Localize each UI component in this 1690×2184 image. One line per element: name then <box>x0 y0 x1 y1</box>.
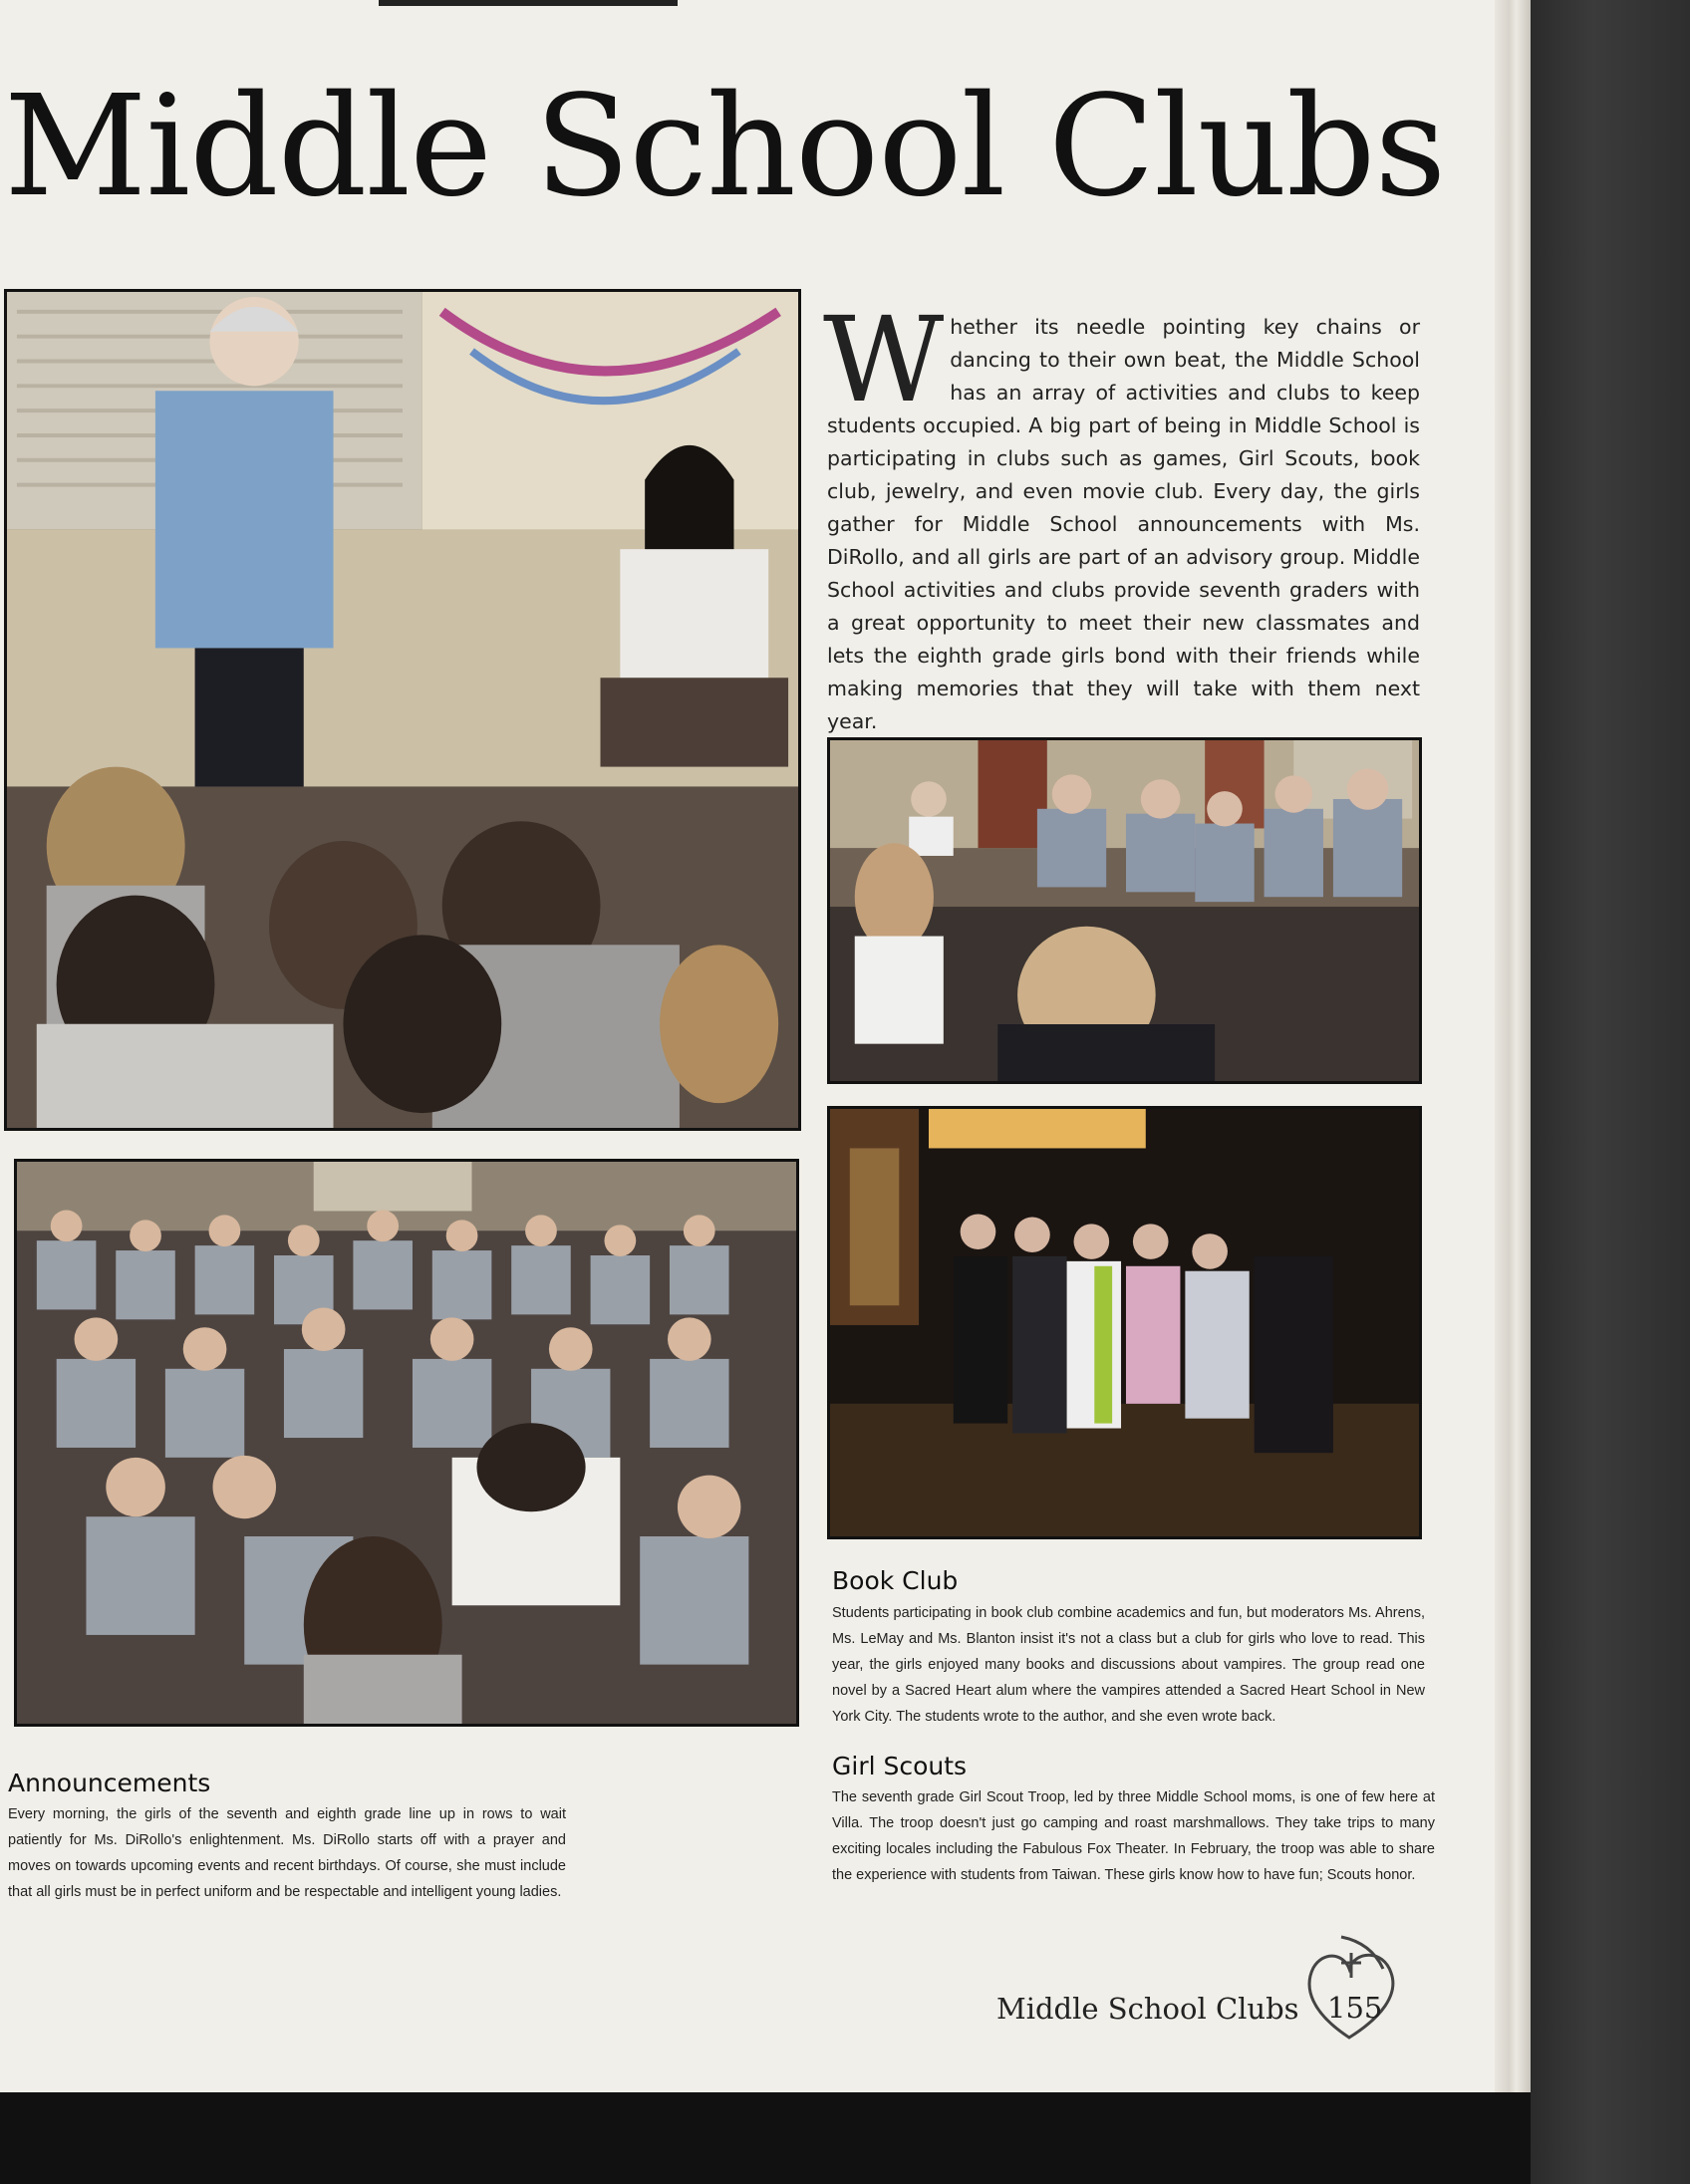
page-title: Middle School Clubs <box>4 66 1446 228</box>
intro-dropcap: W <box>823 291 945 428</box>
announcements-body: Every morning, the girls of the seventh and eighth grade line up in rows to wait patiently for Ms. DiRollo's enlightenment. Ms. DiRollo starts off with a prayer and moves on towards upcoming events and recent birthdays. Of course, she must include that all girls must be in perfect uniform and be respectable and intelligent young ladies. <box>8 1806 566 1900</box>
book-club-photo <box>827 737 1422 1084</box>
girl-scouts-photo <box>827 1106 1422 1539</box>
girl-scouts-body: The seventh grade Girl Scout Troop, led by three Middle School moms, is one of few here at Villa. The troop doesn't just go camping and roast marshmallows. They take trips to many exciting locales including the Fabulous Fox Theater. In February, the troop was able to share the experience with students from Taiwan. These girls know how to have fun; Scouts honor. <box>832 1789 1435 1883</box>
heart-cross-emblem <box>1301 1933 1401 2043</box>
intro-text: hether its needle pointing key chains or dancing to their own beat, the Middle School has an array of activities and clubs to keep students occupied. A big part of being in Middle School is participating in clubs such as games, Girl Scouts, book club, jewelry, and even movie club. Every day, the girls gather for Middle School announcements with Ms. DiRollo, and all girls are part of an advisory group. Middle School activities and clubs provide seventh graders with a great opportunity to meet their new classmates and lets the eighth grade girls bond with their friends while making memories that they will take with them next year. <box>827 315 1420 733</box>
announcements-speaker-photo <box>4 289 801 1131</box>
announcements-title: Announcements <box>8 1769 211 1797</box>
book-spine <box>1531 0 1690 2184</box>
folio-section-label: Middle School Clubs <box>996 1992 1299 2026</box>
book-club-title: Book Club <box>832 1566 959 1595</box>
intro-paragraph <box>823 291 1420 738</box>
announcements-group-photo <box>14 1159 799 1727</box>
page-edge <box>1495 0 1531 2097</box>
book-club-body: Students participating in book club combine academics and fun, but moderators Ms. Ahrens, Ms. LeMay and Ms. Blanton insist it's not a class but a club for girls who love to read. This year, the girls enjoyed many books and discussions about vampires. The group read one novel by a Sacred Heart alum where the vampires attended a Sacred Heart School in New York City. The students wrote to the author, and she even wrote back. <box>832 1605 1425 1725</box>
page-top-shadow <box>379 0 678 6</box>
scan-background <box>0 2092 1531 2184</box>
girl-scouts-title: Girl Scouts <box>832 1752 968 1780</box>
page-number: 155 <box>1327 1991 1383 2025</box>
